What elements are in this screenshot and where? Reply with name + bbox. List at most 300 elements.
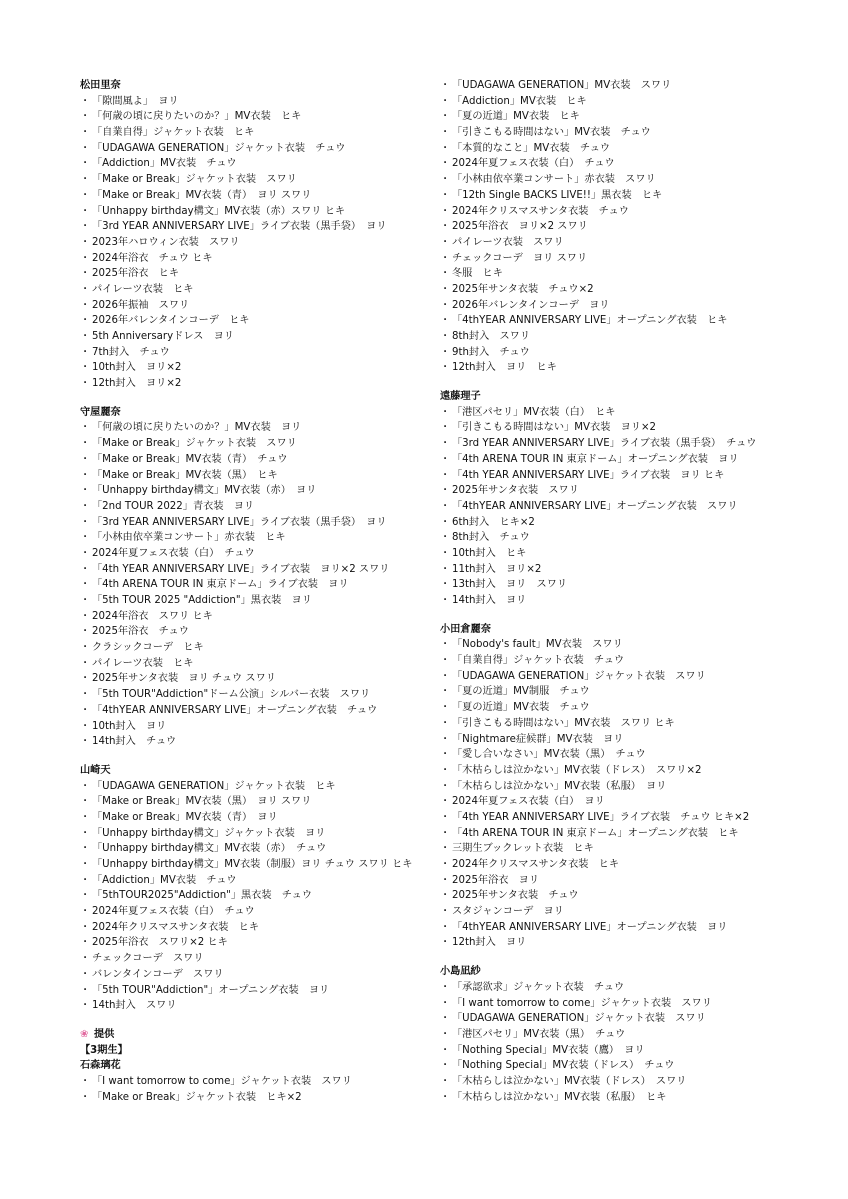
bullet: ・	[440, 733, 451, 745]
member-name: 松田里奈	[80, 80, 121, 91]
list-item	[440, 94, 820, 110]
list-item	[80, 266, 440, 282]
flower-icon: ❀	[80, 1028, 89, 1040]
list-item	[440, 1043, 820, 1059]
list-item	[80, 998, 440, 1014]
item-text: 2026年バレンタインコーデ ヨリ	[452, 299, 610, 311]
list-item	[80, 420, 440, 436]
list-item	[80, 156, 440, 172]
bullet: ・	[440, 283, 451, 295]
bullet: ・	[80, 189, 91, 201]
bullet: ・	[80, 968, 91, 980]
item-text: 「5th TOUR 2025 "Addiction"」黒衣装 ヨリ	[92, 595, 312, 606]
item-text: 「Unhappy birthday構文」MV衣装（赤） チュウ	[92, 843, 327, 855]
bullet: ・	[440, 95, 451, 107]
bullet: ・	[80, 111, 91, 123]
bullet: ・	[440, 1075, 451, 1087]
bullet: ・	[440, 749, 451, 761]
bullet: ・	[440, 1028, 451, 1040]
bullet: ・	[440, 205, 451, 217]
list-item	[80, 436, 440, 452]
bullet: ・	[440, 532, 451, 544]
bullet: ・	[80, 874, 91, 886]
bullet: ・	[80, 780, 91, 792]
item-text: 「5th TOUR"Addiction"」オープニング衣装 ヨリ	[92, 984, 330, 996]
item-text: 「Make or Break」MV衣装（黒） ヨリ スワリ	[92, 796, 312, 808]
bullet: ・	[80, 516, 91, 528]
list-item	[80, 624, 440, 640]
list-item	[440, 329, 820, 345]
list-item	[440, 109, 820, 125]
item-text: 「12th Single BACKS LIVE!!」黒衣装 ヒキ	[452, 189, 663, 201]
member-section	[440, 622, 820, 951]
item-text: 「本質的なこと」MV衣装 チュウ	[452, 142, 611, 154]
list-item	[80, 983, 440, 999]
list-item	[80, 530, 440, 546]
bullet: ・	[440, 1044, 451, 1056]
item-text: 「4thYEAR ANNIVERSARY LIVE」オープニング衣装 スワリ	[452, 500, 738, 512]
list-item	[80, 904, 440, 920]
bullet: ・	[440, 1013, 451, 1025]
bullet: ・	[440, 811, 451, 823]
item-text: 「4th ARENA TOUR IN 東京ドーム」ライブ衣装 ヨリ	[92, 579, 349, 591]
bullet: ・	[440, 780, 451, 792]
item-text: 「Nothing Special」MV衣装（鷹） ヨリ	[452, 1044, 645, 1056]
list-item	[80, 640, 440, 656]
list-item	[440, 78, 820, 94]
item-text: 「愛し合いなさい」MV衣装（黒） チュウ	[452, 749, 646, 761]
list-item	[440, 298, 820, 314]
member-name: 小田倉麗奈	[440, 623, 491, 635]
list-item	[440, 732, 820, 748]
bullet: ・	[440, 422, 451, 434]
list-item	[440, 360, 820, 376]
list-item	[80, 1090, 440, 1106]
item-text: 「小林由依卒業コンサート」赤衣装 スワリ	[452, 174, 656, 186]
item-text: 「5th TOUR"Addiction"ドーム公演」シルバー衣装 スワリ	[92, 689, 371, 701]
list-item	[80, 656, 440, 672]
bullet: ・	[440, 127, 451, 139]
member-name: 小島凪紗	[440, 966, 481, 978]
item-text: 2025年サンタ衣装 チュウ×2	[452, 283, 594, 295]
list-item	[440, 653, 820, 669]
item-text: 12th封入 ヨリ	[452, 937, 527, 949]
list-item	[80, 219, 440, 235]
bullet: ・	[80, 984, 91, 996]
list-item	[440, 530, 820, 546]
item-text: 2026年振袖 スワリ	[92, 299, 190, 311]
item-text: 「4th ARENA TOUR IN 東京ドーム」オープニング衣装 ヒキ	[452, 827, 739, 839]
item-text: 「夏の近道」MV制服 チュウ	[452, 686, 590, 698]
item-text: 「UDAGAWA GENERATION」MV衣装 スワリ	[452, 80, 672, 91]
bullet: ・	[440, 859, 451, 870]
list-item	[80, 251, 440, 267]
item-text: バレンタインコーデ スワリ	[92, 968, 224, 980]
bullet: ・	[440, 174, 451, 186]
item-text: パイレーツ衣装 ヒキ	[92, 657, 194, 669]
list-item	[80, 687, 440, 703]
list-item	[440, 1090, 820, 1106]
bullet: ・	[440, 981, 451, 993]
list-item	[440, 888, 820, 904]
bullet: ・	[440, 997, 451, 1009]
bullet: ・	[440, 299, 451, 311]
list-item	[440, 779, 820, 795]
bullet: ・	[440, 717, 451, 729]
item-text: 「UDAGAWA GENERATION」ジャケット衣装 スワリ	[452, 1013, 706, 1025]
provide-label: 提供	[94, 1028, 115, 1040]
item-text: 「Make or Break」MV衣装（青） ヨリ	[92, 811, 278, 823]
list-item	[440, 282, 820, 298]
bullet: ・	[80, 626, 91, 638]
list-item	[440, 1058, 820, 1074]
bullet: ・	[80, 610, 91, 622]
list-item	[440, 826, 820, 842]
list-item	[440, 452, 820, 468]
item-text: 「Make or Break」ジャケット衣装 スワリ	[92, 438, 297, 450]
bullet: ・	[440, 485, 451, 497]
list-item	[440, 235, 820, 251]
list-item	[440, 1027, 820, 1043]
list-item	[440, 700, 820, 716]
list-item	[80, 562, 440, 578]
bullet: ・	[440, 764, 451, 776]
item-text: 5th Anniversaryドレス ヨリ	[92, 331, 234, 342]
item-text: 2024年夏フェス衣装（白） チュウ	[92, 906, 255, 918]
bullet: ・	[80, 827, 91, 839]
list-item	[440, 313, 820, 329]
list-item	[80, 1074, 440, 1090]
list-item	[440, 747, 820, 763]
item-text: 11th封入 ヨリ×2	[452, 563, 542, 575]
item-text: 冬服 ヒキ	[452, 268, 503, 280]
bullet: ・	[440, 453, 451, 465]
item-text: 「自業自得」ジャケット衣装 チュウ	[452, 655, 625, 667]
item-text: 「3rd YEAR ANNIVERSARY LIVE」ライブ衣装（黒手袋） ヨリ	[92, 516, 387, 528]
bullet: ・	[440, 686, 451, 698]
item-text: 「UDAGAWA GENERATION」ジャケット衣装 チュウ	[92, 142, 346, 154]
list-item	[80, 671, 440, 687]
bullet: ・	[440, 346, 451, 358]
list-item	[440, 156, 820, 172]
item-text: 「自業自得」ジャケット衣装 ヒキ	[92, 127, 255, 139]
item-text: 14th封入 ヨリ	[452, 595, 527, 606]
item-text: 「3rd YEAR ANNIVERSARY LIVE」ライブ衣装（黒手袋） チュウ	[452, 438, 757, 450]
provide-section	[80, 1027, 440, 1105]
bullet: ・	[440, 406, 451, 418]
bullet: ・	[440, 315, 451, 327]
bullet: ・	[440, 1060, 451, 1072]
item-text: 2024年浴衣 チュウ ヒキ	[92, 252, 213, 264]
list-item	[80, 376, 440, 392]
list-item	[80, 282, 440, 298]
list-item	[440, 577, 820, 593]
bullet: ・	[440, 158, 451, 170]
bullet: ・	[80, 736, 91, 748]
list-item	[440, 873, 820, 889]
list-item	[440, 763, 820, 779]
item-text: 2024年夏フェス衣装（白） チュウ	[452, 158, 615, 170]
item-text: 2025年浴衣 ヒキ	[92, 268, 180, 280]
bullet: ・	[80, 921, 91, 933]
list-item	[440, 920, 820, 936]
item-text: 7th封入 チュウ	[92, 346, 170, 358]
bullet: ・	[80, 236, 91, 248]
bullet: ・	[440, 579, 451, 591]
item-text: 10th封入 ヨリ	[92, 720, 167, 732]
list-item	[440, 219, 820, 235]
list-item	[440, 141, 820, 157]
item-text: 2025年サンタ衣装 スワリ	[452, 485, 579, 497]
item-text: 「4th YEAR ANNIVERSARY LIVE」ライブ衣装 チュウ ヒキ×2	[452, 811, 750, 823]
list-item	[80, 94, 440, 110]
bullet: ・	[80, 811, 91, 823]
bullet: ・	[80, 642, 91, 654]
item-text: 10th封入 ヨリ×2	[92, 362, 182, 374]
bullet: ・	[80, 422, 91, 434]
list-item	[80, 719, 440, 735]
list-item	[440, 857, 820, 873]
list-item	[440, 483, 820, 499]
item-text: 「Make or Break」MV衣装（青） ヨリ スワリ	[92, 189, 312, 201]
bullet: ・	[80, 1075, 91, 1087]
item-text: 「4th ARENA TOUR IN 東京ドーム」オープニング衣装 ヨリ	[452, 453, 739, 465]
list-item	[80, 794, 440, 810]
bullet: ・	[80, 268, 91, 280]
bullet: ・	[440, 469, 451, 481]
item-text: 2023年ハロウィン衣装 スワリ	[92, 236, 240, 248]
item-text: 「夏の近道」MV衣装 ヒキ	[452, 111, 580, 123]
bullet: ・	[440, 189, 451, 201]
list-item	[80, 857, 440, 873]
list-item	[440, 499, 820, 515]
bullet: ・	[440, 111, 451, 123]
item-text: 「引きこもる時間はない」MV衣装 チュウ	[452, 127, 651, 139]
bullet: ・	[80, 657, 91, 669]
item-text: 三期生ブックレット衣装 ヒキ	[452, 843, 594, 855]
item-text: パイレーツ衣装 スワリ	[452, 236, 564, 248]
list-item	[440, 468, 820, 484]
item-text: 12th封入 ヨリ ヒキ	[452, 362, 557, 374]
member-name: 遠藤理子	[440, 391, 481, 403]
bullet: ・	[440, 921, 451, 933]
bullet: ・	[80, 378, 91, 390]
item-text: 「I want tomorrow to come」ジャケット衣装 スワリ	[452, 997, 712, 1009]
item-text: 10th封入 ヒキ	[452, 547, 527, 559]
bullet: ・	[80, 362, 91, 374]
item-text: 「Unhappy birthday構文」MV衣装（制服）ヨリ チュウ スワリ ヒキ	[92, 859, 413, 870]
bullet: ・	[80, 283, 91, 295]
list-item	[440, 593, 820, 609]
list-item	[80, 235, 440, 251]
item-text: 「Addiction」MV衣装 ヒキ	[452, 95, 587, 107]
item-text: 「Make or Break」MV衣装（青） チュウ	[92, 453, 288, 465]
bullet: ・	[80, 221, 91, 233]
list-item	[440, 515, 820, 531]
item-text: 8th封入 チュウ	[452, 532, 530, 544]
bullet: ・	[80, 720, 91, 732]
list-item	[440, 562, 820, 578]
item-text: 「Nobody's fault」MV衣装 スワリ	[452, 639, 623, 651]
item-text: 「木枯らしは泣かない」MV衣装（私服） ヨリ	[452, 780, 667, 792]
item-text: 「Make or Break」MV衣装（黒） ヒキ	[92, 469, 278, 481]
item-text: 「Unhappy birthday構文」ジャケット衣装 ヨリ	[92, 827, 326, 839]
bullet: ・	[80, 859, 91, 870]
item-text: 「4th YEAR ANNIVERSARY LIVE」ライブ衣装 ヨリ×2 スワリ	[92, 563, 390, 575]
bullet: ・	[440, 438, 451, 450]
list-item	[440, 436, 820, 452]
item-text: 「何歳の頃に戻りたいのか？」MV衣装 ヒキ	[92, 111, 302, 123]
list-item	[440, 794, 820, 810]
bullet: ・	[80, 953, 91, 965]
item-text: 「何歳の頃に戻りたいのか？」MV衣装 ヨリ	[92, 422, 302, 434]
bullet: ・	[440, 268, 451, 280]
bullet: ・	[80, 127, 91, 139]
bullet: ・	[80, 158, 91, 170]
item-text: 2024年クリスマスサンタ衣装 ヒキ	[92, 921, 260, 933]
provide-heading	[80, 1027, 440, 1043]
list-item	[440, 405, 820, 421]
left-column	[80, 78, 440, 1105]
bullet: ・	[440, 252, 451, 264]
item-text: 「3rd YEAR ANNIVERSARY LIVE」ライブ衣装（黒手袋） ヨリ	[92, 221, 387, 233]
item-text: 2025年浴衣 ヨリ×2 スワリ	[452, 221, 588, 233]
bullet: ・	[80, 532, 91, 544]
item-text: 2024年クリスマスサンタ衣装 ヒキ	[452, 859, 620, 870]
list-item	[440, 1074, 820, 1090]
bullet: ・	[440, 142, 451, 154]
list-item	[440, 345, 820, 361]
item-text: 「4thYEAR ANNIVERSARY LIVE」オープニング衣装 ヒキ	[452, 315, 728, 327]
list-item	[80, 888, 440, 904]
member-section	[440, 78, 820, 376]
item-text: 「木枯らしは泣かない」MV衣装（ドレス） スワリ	[452, 1075, 687, 1087]
bullet: ・	[440, 702, 451, 714]
item-text: 9th封入 チュウ	[452, 346, 530, 358]
list-item	[80, 468, 440, 484]
item-text: 14th封入 チュウ	[92, 736, 177, 748]
bullet: ・	[440, 655, 451, 667]
list-item	[440, 125, 820, 141]
bullet: ・	[440, 516, 451, 528]
bullet: ・	[80, 469, 91, 481]
list-item	[440, 841, 820, 857]
item-text: 「引きこもる時間はない」MV衣装 スワリ ヒキ	[452, 717, 675, 729]
item-text: パイレーツ衣装 ヒキ	[92, 283, 194, 295]
item-text: 8th封入 スワリ	[452, 331, 531, 342]
list-item	[80, 810, 440, 826]
list-item	[80, 360, 440, 376]
bullet: ・	[80, 205, 91, 217]
list-item	[80, 593, 440, 609]
list-item	[440, 172, 820, 188]
item-text: 「UDAGAWA GENERATION」ジャケット衣装 ヒキ	[92, 780, 336, 792]
list-item	[80, 125, 440, 141]
bullet: ・	[80, 331, 91, 342]
bullet: ・	[80, 890, 91, 902]
list-item	[440, 716, 820, 732]
item-text: 「I want tomorrow to come」ジャケット衣装 スワリ	[92, 1075, 352, 1087]
bullet: ・	[440, 937, 451, 949]
list-item	[80, 841, 440, 857]
bullet: ・	[440, 236, 451, 248]
list-item	[440, 204, 820, 220]
list-item	[80, 109, 440, 125]
list-item	[80, 188, 440, 204]
item-text: 「2nd TOUR 2022」青衣装 ヨリ	[92, 500, 255, 512]
list-item	[80, 703, 440, 719]
list-item	[440, 251, 820, 267]
bullet: ・	[80, 95, 91, 107]
member-section	[80, 763, 440, 1014]
item-text: 「夏の近道」MV衣装 チュウ	[452, 702, 590, 714]
list-item	[80, 609, 440, 625]
item-text: 14th封入 スワリ	[92, 1000, 177, 1012]
item-text: 「引きこもる時間はない」MV衣装 ヨリ×2	[452, 422, 656, 434]
list-item	[80, 734, 440, 750]
bullet: ・	[80, 937, 91, 949]
bullet: ・	[80, 346, 91, 358]
list-item	[440, 1011, 820, 1027]
member-section	[440, 389, 820, 609]
item-text: 2024年夏フェス衣装（白） ヨリ	[452, 796, 605, 808]
list-item	[80, 345, 440, 361]
bullet: ・	[80, 547, 91, 559]
list-item	[440, 546, 820, 562]
bullet: ・	[440, 890, 451, 902]
list-item	[80, 951, 440, 967]
bullet: ・	[80, 500, 91, 512]
bullet: ・	[80, 142, 91, 154]
list-item	[80, 577, 440, 593]
item-text: 「Make or Break」ジャケット衣装 スワリ	[92, 174, 297, 186]
bullet: ・	[440, 670, 451, 682]
bullet: ・	[80, 563, 91, 575]
item-text: 2024年クリスマスサンタ衣装 チュウ	[452, 205, 629, 217]
item-text: 13th封入 ヨリ スワリ	[452, 579, 568, 591]
bullet: ・	[80, 843, 91, 855]
bullet: ・	[80, 485, 91, 497]
list-item	[440, 188, 820, 204]
list-item	[80, 826, 440, 842]
bullet: ・	[80, 174, 91, 186]
item-text: スタジャンコーデ ヨリ	[452, 906, 564, 918]
list-item	[80, 204, 440, 220]
item-text: 「4thYEAR ANNIVERSARY LIVE」オープニング衣装 ヨリ	[452, 921, 728, 933]
item-text: 6th封入 ヒキ×2	[452, 516, 535, 528]
item-text: 2024年浴衣 スワリ ヒキ	[92, 610, 213, 622]
bullet: ・	[440, 827, 451, 839]
right-column	[440, 78, 820, 1118]
member-name: 石森璃花	[80, 1060, 121, 1072]
list-item	[80, 515, 440, 531]
list-item	[440, 980, 820, 996]
item-text: 「Make or Break」ジャケット衣装 ヒキ×2	[92, 1091, 302, 1103]
item-text: 「Unhappy birthday構文」MV衣装（赤） ヨリ	[92, 485, 317, 497]
list-item	[80, 967, 440, 983]
item-text: 2025年サンタ衣装 ヨリ チュウ スワリ	[92, 673, 276, 685]
item-text: 「木枯らしは泣かない」MV衣装（ドレス） スワリ×2	[452, 764, 702, 776]
member-section	[80, 78, 440, 392]
bullet: ・	[440, 80, 451, 91]
item-text: 「5thTOUR2025"Addiction"」黒衣装 チュウ	[92, 890, 313, 902]
list-item	[440, 637, 820, 653]
item-text: 「Addiction」MV衣装 チュウ	[92, 874, 237, 886]
item-text: 2024年夏フェス衣装（白） チュウ	[92, 547, 255, 559]
bullet: ・	[80, 796, 91, 808]
list-item	[440, 810, 820, 826]
item-text: 2026年バレンタインコーデ ヒキ	[92, 315, 250, 327]
